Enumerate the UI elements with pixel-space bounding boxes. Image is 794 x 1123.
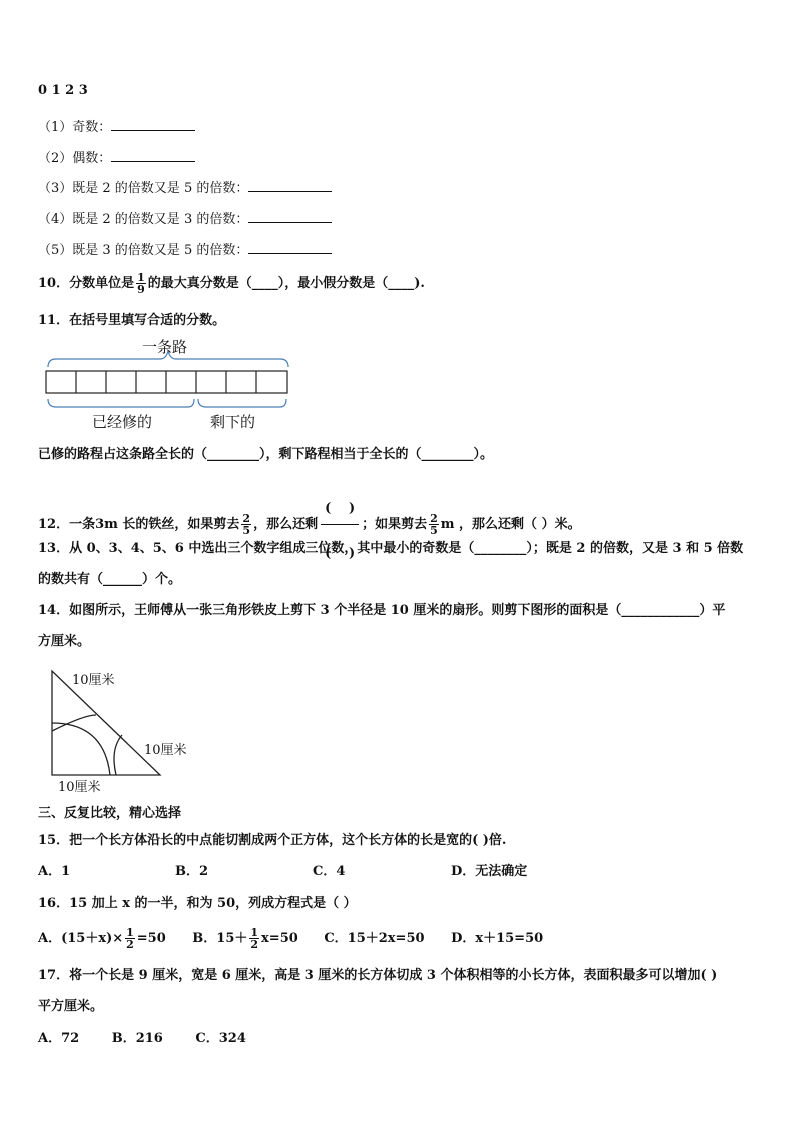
q9-answer-blank-3[interactable] xyxy=(248,177,332,192)
q14-line-1: 14．如图所示，王师傅从一张三角形铁皮上剪下 3 个半径是 10 厘米的扇形。则剪下图形的面积是（____________）平 xyxy=(38,603,726,618)
q13-line-2: 的数共有（______）个。 xyxy=(38,572,182,587)
q16-option-a[interactable] xyxy=(38,925,166,953)
q12-f2-den: 5 xyxy=(430,524,438,537)
q10-fraction xyxy=(136,272,146,295)
q12-part-d: m ，那么还剩（ ）米。 xyxy=(440,517,581,532)
q12-fraction-2 xyxy=(429,513,439,536)
q17-option-a[interactable]: A．72 xyxy=(38,1031,80,1046)
q11-title: 11．在括号里填写合适的分数。 xyxy=(38,313,226,328)
q10 xyxy=(38,272,425,295)
q17-option-b[interactable]: B．216 xyxy=(111,1031,163,1046)
q17-line-2: 平方厘米。 xyxy=(38,999,104,1014)
q12-f2-num: 2 xyxy=(430,512,438,525)
q16-a-half-num: 1 xyxy=(126,926,134,939)
q16-b-post: x=50 xyxy=(261,931,298,946)
q9-item-2 xyxy=(38,147,195,168)
sector-right-arc xyxy=(114,735,122,775)
q16-a-post: =50 xyxy=(136,931,166,946)
q16-a-pre: A．(15＋x)× xyxy=(38,931,124,946)
q9-item-4 xyxy=(38,208,332,229)
digit-list: 0 1 2 3 xyxy=(38,83,88,98)
q9-item-1 xyxy=(38,116,195,137)
q15-option-c[interactable]: C．4 xyxy=(313,864,346,879)
q9-answer-blank-1[interactable] xyxy=(111,116,195,131)
q12-part-c: ；如果剪去 xyxy=(362,517,428,532)
q14-line-2: 方厘米。 xyxy=(38,634,91,649)
q17-line-1: 17．将一个长是 9 厘米，宽是 6 厘米，高是 3 厘米的长方体切成 3 个体积相等的小长方体，表面积最多可以增加( ) xyxy=(38,968,718,983)
q16-a-half-den: 2 xyxy=(126,938,134,951)
q12-part-b: ，那么还剩 xyxy=(253,517,319,532)
q16-b-half-den: 2 xyxy=(250,938,259,951)
q9-answer-blank-5[interactable] xyxy=(248,239,332,254)
q16-a-half xyxy=(125,927,135,950)
sector-corner-arc xyxy=(52,723,110,775)
q9-answer-blank-4[interactable] xyxy=(248,208,332,223)
q9-item-3 xyxy=(38,177,332,198)
q9-answer-blank-2[interactable] xyxy=(111,147,195,162)
q16-option-c[interactable]: C．15＋2x=50 xyxy=(324,931,425,946)
q16-b-half xyxy=(249,927,259,950)
q15-option-a[interactable]: A．1 xyxy=(38,864,71,879)
q17-options xyxy=(38,1030,246,1048)
road-label: 一条路 xyxy=(142,338,188,356)
q9-item-2-label: （2）偶数： xyxy=(38,151,112,166)
triangle-diagram xyxy=(44,665,224,783)
q17-option-c[interactable]: C．324 xyxy=(195,1031,246,1046)
q12-blank-numerator[interactable] xyxy=(325,491,355,505)
triangle-label-top: 10厘米 xyxy=(72,673,115,688)
road-ticks xyxy=(76,371,256,393)
q12-fraction-1 xyxy=(241,513,251,536)
remaining-label: 剩下的 xyxy=(210,413,256,431)
triangle-label-bottom: 10厘米 xyxy=(58,780,101,795)
section-3-heading: 三、反复比较，精心选择 xyxy=(38,806,182,821)
q16-option-d[interactable]: D．x＋15=50 xyxy=(451,931,544,946)
q9-item-5-label: （5）既是 3 的倍数又是 5 的倍数： xyxy=(38,243,249,258)
remaining-brace xyxy=(198,399,286,407)
q16-options xyxy=(38,925,543,953)
repaired-brace xyxy=(48,399,194,407)
q10-rest: 的最大真分数是（____），最小假分数是（____). xyxy=(147,276,425,291)
q13-line-1: 13．从 0、3、4、5、6 中选出三个数字组成三位数，其中最小的奇数是（________）；既是 2 的倍数，又是 3 和 5 倍数 xyxy=(38,541,744,556)
q15-option-b[interactable]: B．2 xyxy=(175,864,209,879)
q10-prefix: 10．分数单位是 xyxy=(38,276,135,291)
q16-b-half-num: 1 xyxy=(250,926,259,939)
q15-option-d[interactable]: D．无法确定 xyxy=(451,864,528,879)
q16-b-pre: B．15＋ xyxy=(192,931,248,946)
triangle-label-right: 10厘米 xyxy=(144,743,187,758)
q12-part-a: 12．一条3m 长的铁丝，如果剪去 xyxy=(38,517,240,532)
q16-option-b[interactable] xyxy=(192,925,297,953)
q11-answer-line: 已修的路程占这条路全长的（________），剩下路程相当于全长的（________）。 xyxy=(38,447,494,462)
q9-item-1-label: （1）奇数： xyxy=(38,120,112,135)
q10-frac-den: 9 xyxy=(137,283,145,296)
q12-f1-num: 2 xyxy=(242,512,251,525)
q15-stem: 15．把一个长方体沿长的中点能切割成两个正方体，这个长方体的长是宽的( )倍. xyxy=(38,833,507,848)
q10-frac-num: 1 xyxy=(137,271,145,284)
q9-item-4-label: （4）既是 2 的倍数又是 3 的倍数： xyxy=(38,212,249,227)
repaired-label: 已经修的 xyxy=(92,413,153,431)
q9-item-5 xyxy=(38,239,332,260)
q12-f1-den: 5 xyxy=(242,524,251,537)
q9-item-3-label: （3）既是 2 的倍数又是 5 的倍数： xyxy=(38,181,249,196)
q16-stem: 16．15 加上 x 的一半，和为 50，列成方程式是（ ） xyxy=(38,896,357,911)
